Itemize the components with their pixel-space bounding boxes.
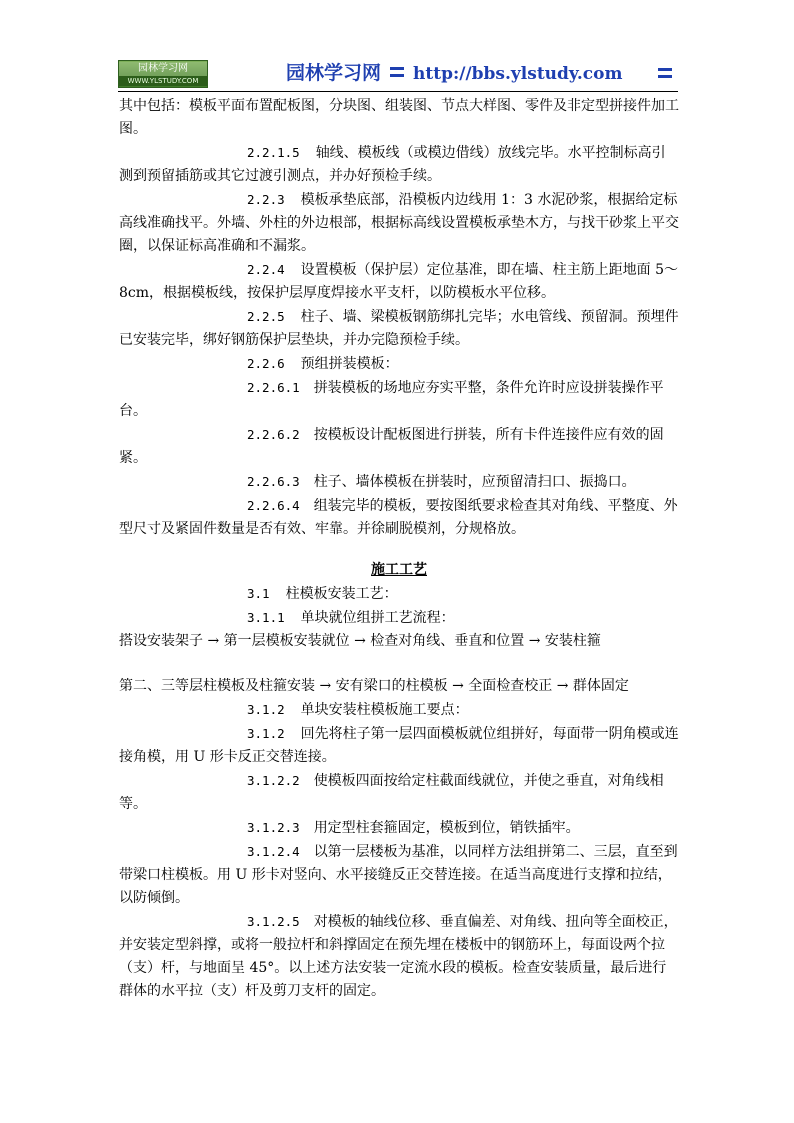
clause-3-1-2 xyxy=(119,698,679,722)
clause-3-1-2-2 xyxy=(119,769,679,816)
process-flow-1: 搭设安装架子 → 第一层模板安装就位 → 检查对角线、垂直和位置 → 安装柱箍 xyxy=(119,633,601,649)
clause-3-1 xyxy=(119,582,679,606)
clause-text: 组装完毕的模板，要按图纸要求检查其对角线、平整度、外型尺寸及紧固件数量是否有效、牢靠。并徐刷脱模剂，分规格放。 xyxy=(119,498,678,537)
page-header xyxy=(118,58,678,90)
clause-2-2-6-2 xyxy=(119,423,679,470)
clause-number: 2.2.4 xyxy=(247,262,285,277)
clause-text: 拼装模板的场地应夯实平整，条件允许时应设拼装操作平台。 xyxy=(119,380,664,419)
clause-number: 2.2.6.4 xyxy=(247,498,300,513)
clause-text: 以第一层楼板为基准，以同样方法组拼第二、三层，直至到带梁口柱模板。用 U 形卡对竖向、水平接缝反正交替连接。在适当高度进行支撑和拉结，以防倾倒。 xyxy=(119,844,678,906)
clause-text: 柱模板安装工艺： xyxy=(285,586,398,602)
clause-number: 3.1.1 xyxy=(247,610,285,625)
clause-2-2-6-3 xyxy=(119,470,679,494)
section-title: 施工工艺 xyxy=(371,562,427,578)
clause-number: 2.2.1.5 xyxy=(247,145,300,160)
site-logo[interactable] xyxy=(118,60,208,88)
clause-3-1-2-3 xyxy=(119,816,679,840)
clause-text: 用定型柱套箍固定，模板到位，销铁插牢。 xyxy=(313,820,580,836)
clause-number: 3.1 xyxy=(247,586,270,601)
clause-text: 轴线、模板线（或模边借线）放线完毕。水平控制标高引测到预留插筋或其它过渡引测点，并办好预检手续。 xyxy=(119,145,666,184)
clause-text: 模板承垫底部，沿模板内边线用 1：3 水泥砂浆，根据给定标高线准确找平。外墙、外柱的外边根部，根据标高线设置模板承垫木方，与找干砂浆上平交圈，以保证标高准确和不漏浆。 xyxy=(119,192,679,254)
clause-3-1-1 xyxy=(119,606,679,630)
double-bar-icon xyxy=(390,67,404,77)
double-bar-icon-right xyxy=(658,68,672,78)
clause-text: 柱子、墙体模板在拼装时，应预留清扫口、振捣口。 xyxy=(313,474,636,490)
clause-text: 对模板的轴线位移、垂直偏差、对角线、扭向等全面校正，并安装定型斜撑，或将一般拉杆和斜撑固定在预先埋在楼板中的钢筋环上，每面设两个拉（支）杆，与地面呈 45°。以上述方法安装一定流水段的模板。检查安装质量，最后进行群体的水平拉（支）杆及剪刀支杆的固定。 xyxy=(119,914,678,999)
clause-text: 预组拼装模板： xyxy=(300,356,399,372)
clause-2-2-5 xyxy=(119,305,679,352)
site-title-line xyxy=(286,60,622,87)
site-url-link[interactable]: http://bbs.ylstudy.com xyxy=(413,64,623,84)
clause-text: 单块就位组拼工艺流程： xyxy=(300,610,455,626)
header-divider xyxy=(118,91,678,92)
spacer xyxy=(119,653,679,675)
logo-english-text: WWW.YLSTUDY.COM xyxy=(119,76,207,86)
clause-3-1-2-5 xyxy=(119,910,679,1003)
clause-text: 单块安装柱模板施工要点： xyxy=(300,702,469,718)
site-name: 园林学习网 xyxy=(286,62,382,84)
clause-2-2-6-4 xyxy=(119,494,679,541)
clause-number: 3.1.2.4 xyxy=(247,844,300,859)
document-body xyxy=(119,95,679,1003)
logo-chinese-text: 园林学习网 xyxy=(119,62,207,76)
clause-number: 3.1.2 xyxy=(247,702,285,717)
clause-2-2-4 xyxy=(119,258,679,305)
clause-2-2-6 xyxy=(119,352,679,376)
clause-2-2-6-1 xyxy=(119,376,679,423)
clause-number: 2.2.6 xyxy=(247,356,285,371)
clause-number: 2.2.6.2 xyxy=(247,427,300,442)
clause-number: 2.2.6.1 xyxy=(247,380,300,395)
process-flow-2: 第二、三等层柱模板及柱箍安装 → 安有梁口的柱模板 → 全面检查校正 → 群体固定 xyxy=(119,678,629,694)
clause-number: 3.1.2.3 xyxy=(247,820,300,835)
spacer xyxy=(119,541,679,549)
paragraph-text: 其中包括：模板平面布置配板图，分块图、组装图、节点大样图、零件及非定型拼接件加工图。 xyxy=(119,98,679,137)
paragraph-drawings xyxy=(119,95,679,141)
clause-number: 3.1.2.5 xyxy=(247,914,300,929)
clause-3-1-2-4 xyxy=(119,840,679,910)
clause-text: 设置模板（保护层）定位基准，即在墙、柱主筋上距地面 5～8cm，根据模板线，按保护层厚度焊接水平支杆，以防模板水平位移。 xyxy=(119,262,678,301)
clause-number: 3.1.2 xyxy=(247,726,285,741)
clause-text: 柱子、墙、梁模板钢筋绑扎完毕；水电管线、预留洞。预埋件已安装完毕，绑好钢筋保护层垫块，并办完隐预检手续。 xyxy=(119,309,679,348)
clause-number: 2.2.6.3 xyxy=(247,474,300,489)
clause-text: 使模板四面按给定柱截面线就位，并使之垂直，对角线相等。 xyxy=(119,773,664,812)
clause-text: 按模板设计配板图进行拼装，所有卡件连接件应有效的固紧。 xyxy=(119,427,664,466)
clause-text: 回先将柱子第一层四面模板就位组拼好，每面带一阴角模或连接角模，用 U 形卡反正交替连接。 xyxy=(119,726,679,765)
clause-number: 2.2.5 xyxy=(247,309,285,324)
clause-number: 3.1.2.2 xyxy=(247,773,300,788)
clause-2-2-1-5 xyxy=(119,141,679,188)
clause-2-2-3 xyxy=(119,188,679,258)
clause-3-1-2-1 xyxy=(119,722,679,769)
clause-number: 2.2.3 xyxy=(247,192,285,207)
